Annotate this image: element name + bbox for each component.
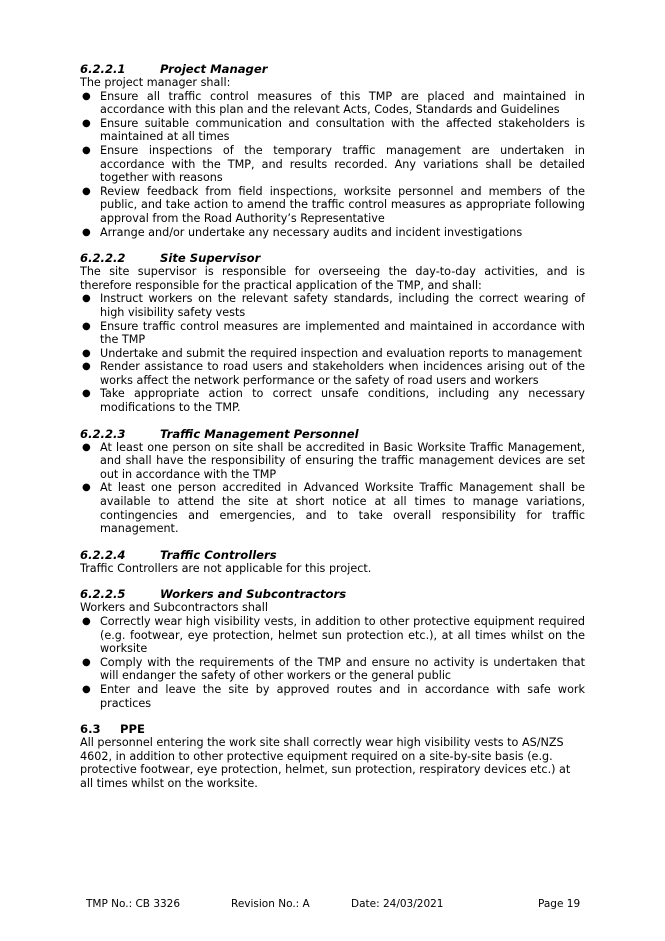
section-heading [80,587,585,601]
bullet-list [80,292,585,414]
section-heading [80,251,585,265]
bullet-icon: ● [82,144,91,156]
ppe-paragraph: All personnel entering the work site shall correctly wear high visibility vests to AS/NZS 4602, in addition to other protective equipment required on a site-by-site basis (e.g. protective footwear, eye protection, helmet, sun protection, respiratory devices etc.) at all times whilst on the worksite. [80,736,571,790]
section-ppe [80,722,585,790]
bullet-icon: ● [82,656,91,668]
list-item: ● Render assistance to road users and stakeholders when incidences arising out of the works affect the network performance or the safety of road users and workers [82,360,585,387]
bullet-icon: ● [82,482,91,494]
bullet-icon: ● [82,185,91,197]
footer-date: Date: 24/03/2021 [351,898,444,910]
bullet-list [80,90,585,240]
list-item: ● Ensure traffic control measures are implemented and maintained in accordance with the TMP [82,319,585,347]
list-item: ● At least one person accredited in Advanced Worksite Traffic Management shall be available to attend the site at short notice at all times to manage variations, contingencies and emergencies, and to take overall responsibility for traffic management. [82,481,585,536]
bullet-icon: ● [82,361,91,373]
bullet-icon: ● [82,616,91,627]
list-item: ● At least one person on site shall be accredited in Basic Worksite Traffic Management, and shall have the responsibility of ensuring the traffic management devices are set out in accordance with the TMP [82,440,585,481]
bullet-list [80,441,585,536]
section-number: 6.2.2.1 [80,62,126,76]
section-number: 6.2.2.3 [80,426,126,441]
bullet-icon: ● [82,117,91,129]
section-title: Traffic Management Personnel [160,426,359,441]
bullet-icon: ● [82,320,91,332]
section-intro: Workers and Subcontractors shall [80,601,268,615]
footer-revision: Revision No.: A [231,898,310,910]
section-title: Project Manager [160,62,268,76]
section-heading [80,548,585,562]
bullet-icon: ● [82,226,91,238]
bullet-icon: ● [82,683,91,695]
section-number: 6.3 [80,722,101,737]
section-number: 6.2.2.4 [80,547,126,562]
footer-tmp-number: TMP No.: CB 3326 [86,898,181,910]
section-traffic-management-personnel [80,427,585,536]
list-item: ● Correctly wear high visibility vests, in addition to other protective equipment required (e.g. footwear, eye protection, helmet sun protection etc.), at all times whilst on the worksite [82,615,585,656]
document-body [80,62,585,803]
list-item: ● Ensure inspections of the temporary traffic management are undertaken in accordance with the TMP, and results recorded. Any variations shall be detailed together with reasons [82,143,585,185]
section-title: Workers and Subcontractors [160,587,347,602]
list-item: ● Comply with the requirements of the TMP and ensure no activity is undertaken that will endanger the safety of other workers or the general public [82,655,585,683]
section-title: Traffic Controllers [160,547,277,562]
list-item: ● Ensure all traffic control measures of this TMP are placed and maintained in accordance with this plan and the relevant Acts, Codes, Standards and Guidelines [82,89,585,117]
list-item: ● Undertake and submit the required inspection and evaluation reports to management [82,346,582,360]
list-item: ● Review feedback from field inspections, worksite personnel and members of the public, and take action to amend the traffic control measures as appropriate following approval from the Road Authority’s Representative [82,184,585,225]
section-workers-subcontractors [80,587,585,710]
section-heading [80,62,585,76]
section-number: 6.2.2.2 [80,251,126,266]
footer-page-number: Page 19 [538,898,581,910]
list-item: ● Instruct workers on the relevant safety standards, including the correct wearing of high visibility safety vests [82,292,585,319]
section-number: 6.2.2.5 [80,587,126,602]
section-heading [80,722,585,736]
section-heading [80,427,585,441]
list-item: ● Ensure suitable communication and consultation with the affected stakeholders is maintained at all times [82,116,585,144]
bullet-icon: ● [82,347,91,359]
bullet-icon: ● [82,293,91,305]
bullet-icon: ● [82,90,91,102]
bullet-icon: ● [82,441,91,453]
section-project-manager [80,62,585,239]
list-item: ● Enter and leave the site by approved routes and in accordance with safe work practices [82,682,585,710]
section-site-supervisor [80,251,585,415]
bullet-icon: ● [82,388,91,400]
bullet-list [80,615,585,710]
section-intro: The project manager shall: [80,76,231,89]
section-title: PPE [120,722,145,737]
list-item: ● Take appropriate action to correct unsafe conditions, including any necessary modifications to the TMP. [82,387,585,415]
list-item: ● Arrange and/or undertake any necessary audits and incident investigations [82,225,523,239]
section-title: Site Supervisor [160,251,261,266]
section-traffic-controllers [80,548,585,576]
section-intro: The site supervisor is responsible for overseeing the day-to-day activities, and is therefore responsible for the practical application of the TMP, and shall: [80,265,585,292]
section-intro: Traffic Controllers are not applicable for this project. [80,561,372,575]
